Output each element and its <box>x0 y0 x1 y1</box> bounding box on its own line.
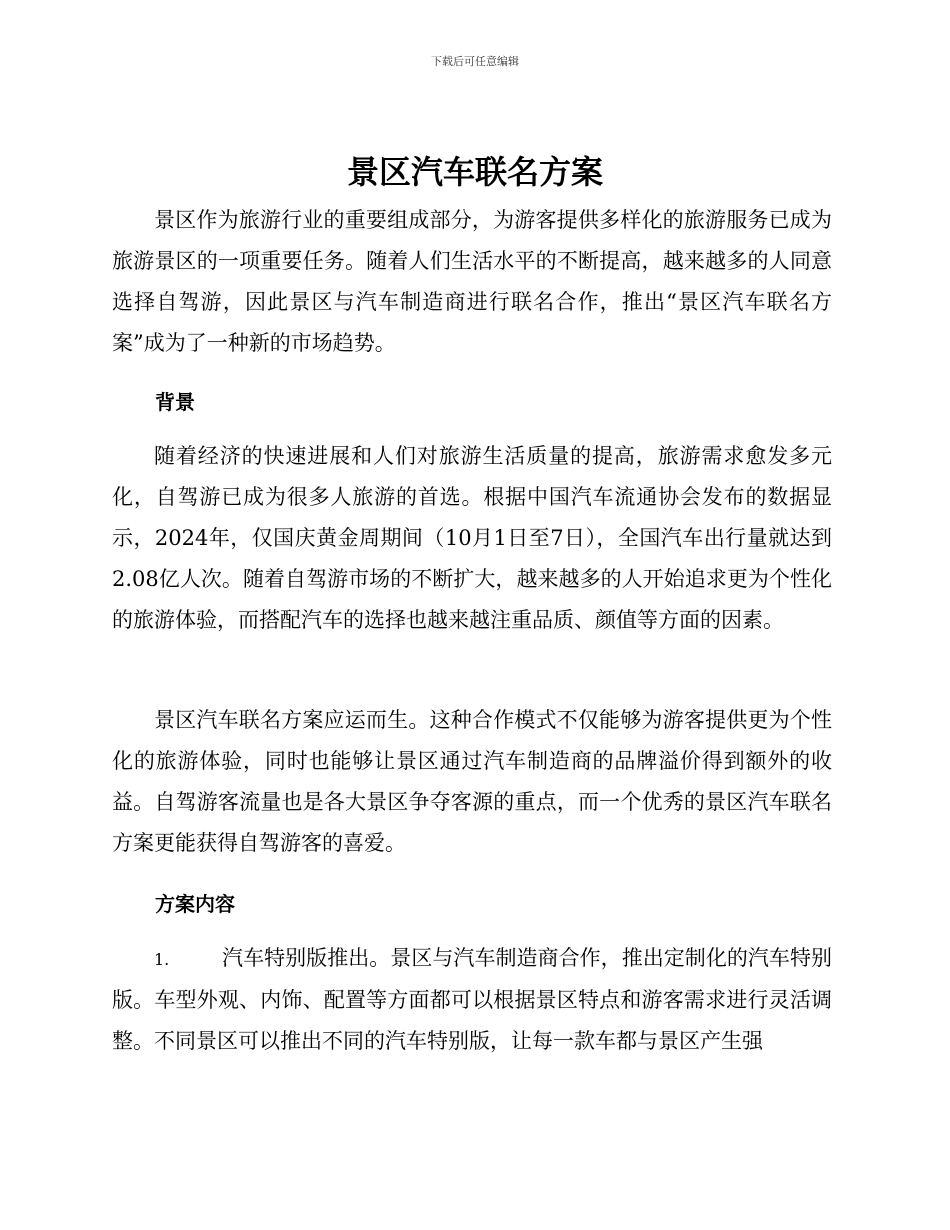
section-heading-background: 背景 <box>155 390 195 414</box>
section-heading-content: 方案内容 <box>155 892 235 916</box>
list-item <box>112 938 832 1062</box>
list-item-text: 汽车特别版推出。景区与汽车制造商合作，推出定制化的汽车特别版。车型外观、内饰、配置等方面都可以根据景区特点和游客需求进行灵活调整。不同景区可以推出不同的汽车特别版，让每一款车都与景区产生强 <box>112 946 832 1053</box>
header-note: 下载后可任意编辑 <box>431 55 519 68</box>
emergence-paragraph: 景区汽车联名方案应运而生。这种合作模式不仅能够为游客提供更为个性化的旅游体验，同时也能够让景区通过汽车制造商的品牌溢价得到额外的收益。自驾游客流量也是各大景区争夺客源的重点，而一个优秀的景区汽车联名方案更能获得自驾游客的喜爱。 <box>112 708 832 855</box>
background-paragraph: 随着经济的快速进展和人们对旅游生活质量的提高，旅游需求愈发多元化，自驾游已成为很多人旅游的首选。根据中国汽车流通协会发布的数据显示，2024年，仅国庆黄金周期间（10月1日至7日），全国汽车出行量就达到2.08亿人次。随着自驾游市场的不断扩大，越来越多的人开始追求更为个性化的旅游体验，而搭配汽车的选择也越来越注重品质、颜值等方面的因素。 <box>112 444 832 632</box>
document-title: 景区汽车联名方案 <box>346 153 603 191</box>
intro-paragraph: 景区作为旅游行业的重要组成部分，为游客提供多样化的旅游服务已成为旅游景区的一项重要任务。随着人们生活水平的不断提高，越来越多的人同意选择自驾游，因此景区与汽车制造商进行联名合作，推出“景区汽车联名方案”成为了一种新的市场趋势。 <box>112 208 832 355</box>
list-item-number: 1. <box>154 950 170 969</box>
